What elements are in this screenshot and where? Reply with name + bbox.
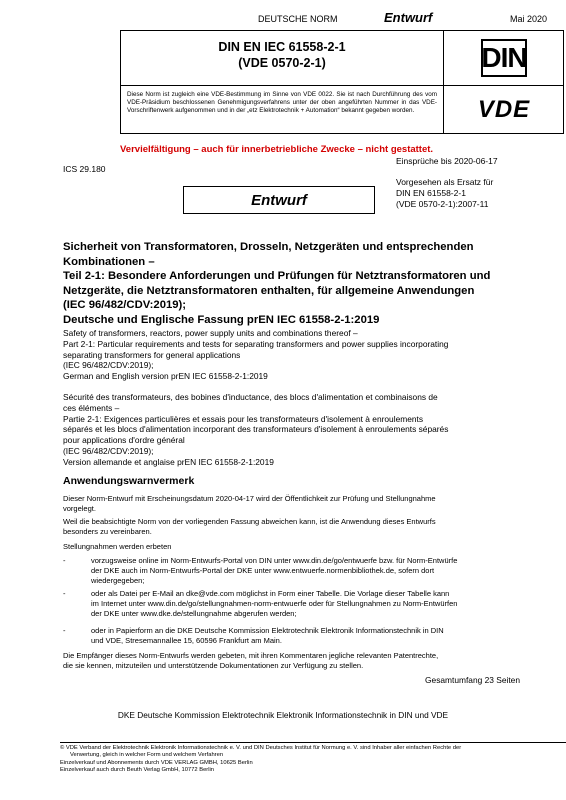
french-title-line: ces éléments – — [63, 402, 120, 413]
publication-date: Mai 2020 — [510, 14, 548, 24]
din-logo-box — [444, 31, 564, 86]
standard-number: DIN EN IEC 61558-2-1 — [218, 40, 346, 54]
draft-stamp-box: Entwurf — [183, 186, 375, 214]
vde-number: (VDE 0570-2-1) — [238, 56, 326, 70]
german-title-line: (IEC 96/482/CDV:2019); — [63, 299, 187, 311]
french-title-line: Partie 2-1: Exigences particulières et essais pour les transformateurs d'isolement à enroulements — [63, 413, 424, 424]
german-title-line: Deutsche und Englische Fassung prEN IEC 61558-2-1:2019 — [63, 313, 380, 326]
copyright-line: Verwertung, gleich in welcher Form und welchem Verfahren — [70, 752, 224, 759]
paragraph-line: Dieser Norm-Entwurf mit Erscheinungsdatum 2020-04-17 wird der Öffentlichkeit zur Prüfung und Stellungnahme — [63, 494, 436, 503]
english-title-line: (IEC 96/482/CDV:2019); — [63, 360, 154, 371]
bullet-line: der DKE auch im Norm-Entwurfs-Portal der DKE unter www.entwuerfe.normenbibliothek.de, sofern dort — [91, 566, 435, 576]
french-title-line: séparés et les blocs d'alimentation incorporant des transformateurs d'isolement à enroulements séparés — [63, 424, 449, 435]
title-frame — [120, 30, 564, 134]
french-title-line: (IEC 96/482/CDV:2019); — [63, 445, 154, 456]
replacement-line-3: (VDE 0570-2-1):2007-11 — [396, 199, 489, 209]
standard-number-box — [121, 31, 444, 86]
paragraph-comments-requested: Stellungnahmen werden erbeten — [63, 542, 172, 551]
application-warning-heading: Anwendungswarnvermerk — [63, 475, 195, 487]
paragraph-line: Weil die beabsichtigte Norm von der vorliegenden Fassung abweichen kann, ist die Anwendung dieses Entwurfs — [63, 517, 436, 526]
german-title-line: Netzgeräte, die Netztransformatoren enthalten, für allgemeine Anwendungen — [63, 284, 475, 297]
ics-code: ICS 29.180 — [63, 164, 106, 174]
norm-type-label: DEUTSCHE NORM — [258, 14, 338, 24]
replacement-line-2: DIN EN 61558-2-1 — [396, 188, 466, 198]
replacement-line-1: Vorgesehen als Ersatz für — [396, 177, 494, 187]
reproduction-warning: Vervielfältigung – auch für innerbetriebliche Zwecke – nicht gestattet. — [120, 144, 434, 155]
copyright-line: Einzelverkauf auch durch Beuth Verlag GmbH, 10772 Berlin — [60, 767, 215, 774]
french-title-line: Version allemande et anglaise prEN IEC 61558-2-1:2019 — [63, 456, 274, 467]
copyright-notice — [60, 745, 560, 775]
french-title-line: Sécurité des transformateurs, des bobines d'inductance, des blocs d'alimentation et combinaisons de — [63, 392, 438, 402]
bullet-line: vorzugsweise online im Norm-Entwurfs-Portal von DIN unter www.din.de/go/entwuerfe bzw. für Norm-Entwürfe — [91, 556, 458, 565]
bullet-line: wiedergegeben; — [91, 576, 145, 586]
vde-logo: VDE — [477, 96, 531, 123]
copyright-line: © VDE Verband der Elektrotechnik Elektronik Informationstechnik e. V. und DIN Deutsches Institut für Normung e. V. sind Inhaber aller einfachen Rechte der — [60, 745, 462, 751]
bullet-line: der DKE unter www.dke.de/stellungnahme abgerufen werden; — [91, 609, 297, 619]
dke-footer: DKE Deutsche Kommission Elektrotechnik Elektronik Informationstechnik in DIN und VDE — [117, 710, 449, 720]
copyright-line: Einzelverkauf und Abonnements durch VDE VERLAG GMBH, 10625 Berlin — [60, 759, 253, 766]
english-title — [63, 328, 533, 382]
french-title — [63, 392, 533, 468]
paragraph-line: besonders zu vereinbaren. — [63, 527, 152, 537]
footer-divider — [60, 742, 566, 743]
paragraph-line: vorgelegt. — [63, 504, 96, 514]
german-title-line: Teil 2-1: Besondere Anforderungen und Prüfungen für Netztransformatoren und — [63, 270, 491, 282]
english-title-line: separating transformers for general applications — [63, 349, 241, 360]
english-title-line: Part 2-1: Particular requirements and tests for separating transformers and power supplies incorporating — [63, 338, 449, 349]
paragraph-line: die sie kennen, mitzuteilen und unterstützende Dokumentationen zur Verfügung zu stellen. — [63, 661, 364, 671]
bullet-line: oder als Datei per E-Mail an dke@vde.com möglichst in Form einer Tabelle. Die Vorlage dieser Tabelle kann — [91, 589, 450, 598]
french-title-line: pour applications d'ordre général — [63, 435, 185, 446]
bullet-line: im Internet unter www.din.de/go/stellungnahmen-norm-entwuerfe oder für Stellungnahmen zu Norm-Entwürfen — [91, 599, 458, 609]
din-logo: DIN — [481, 39, 527, 77]
objection-deadline: Einsprüche bis 2020-06-17 — [396, 156, 498, 166]
paragraph-patents — [63, 651, 533, 671]
bullet-dash: - — [63, 589, 66, 598]
vde-logo-box — [444, 86, 564, 134]
paragraph-deviation — [63, 517, 533, 537]
german-title-line: Sicherheit von Transformatoren, Drosseln, Netzgeräten und entsprechenden — [63, 241, 474, 253]
total-pages: Gesamtumfang 23 Seiten — [425, 675, 520, 685]
paragraph-line: Die Empfänger dieses Norm-Entwurfs werden gebeten, mit ihren Kommentaren jegliche relevanten Patentrechte, — [63, 651, 439, 660]
bullet-dash: - — [63, 556, 66, 565]
bullet-line: oder in Papierform an die DKE Deutsche Kommission Elektrotechnik Elektronik Informationstechnik in DIN — [91, 626, 444, 635]
english-title-line: Safety of transformers, reactors, power supply units and combinations thereof – — [63, 328, 358, 338]
replacement-note — [396, 177, 493, 210]
vde-notice: Diese Norm ist zugleich eine VDE-Bestimmung im Sinne von VDE 0022. Sie ist nach Durchführung des vom VDE-Präsidium beschlossenen Genehmigungsverfahrens unter der oben angeführten Nummer in das VDE-Vorschriftenwerk aufgenommen und in der „etz Elektrotechnik + Automation“ bekannt gegeben worden. — [121, 86, 444, 134]
german-title — [63, 240, 533, 327]
german-title-line: Kombinationen – — [63, 255, 155, 268]
english-title-line: German and English version prEN IEC 61558-2-1:2019 — [63, 371, 268, 382]
draft-status-label: Entwurf — [384, 10, 433, 25]
bullet-dash: - — [63, 626, 66, 635]
bullet-line: und VDE, Stresemannallee 15, 60596 Frankfurt am Main. — [91, 636, 282, 646]
paragraph-publication — [63, 494, 533, 514]
